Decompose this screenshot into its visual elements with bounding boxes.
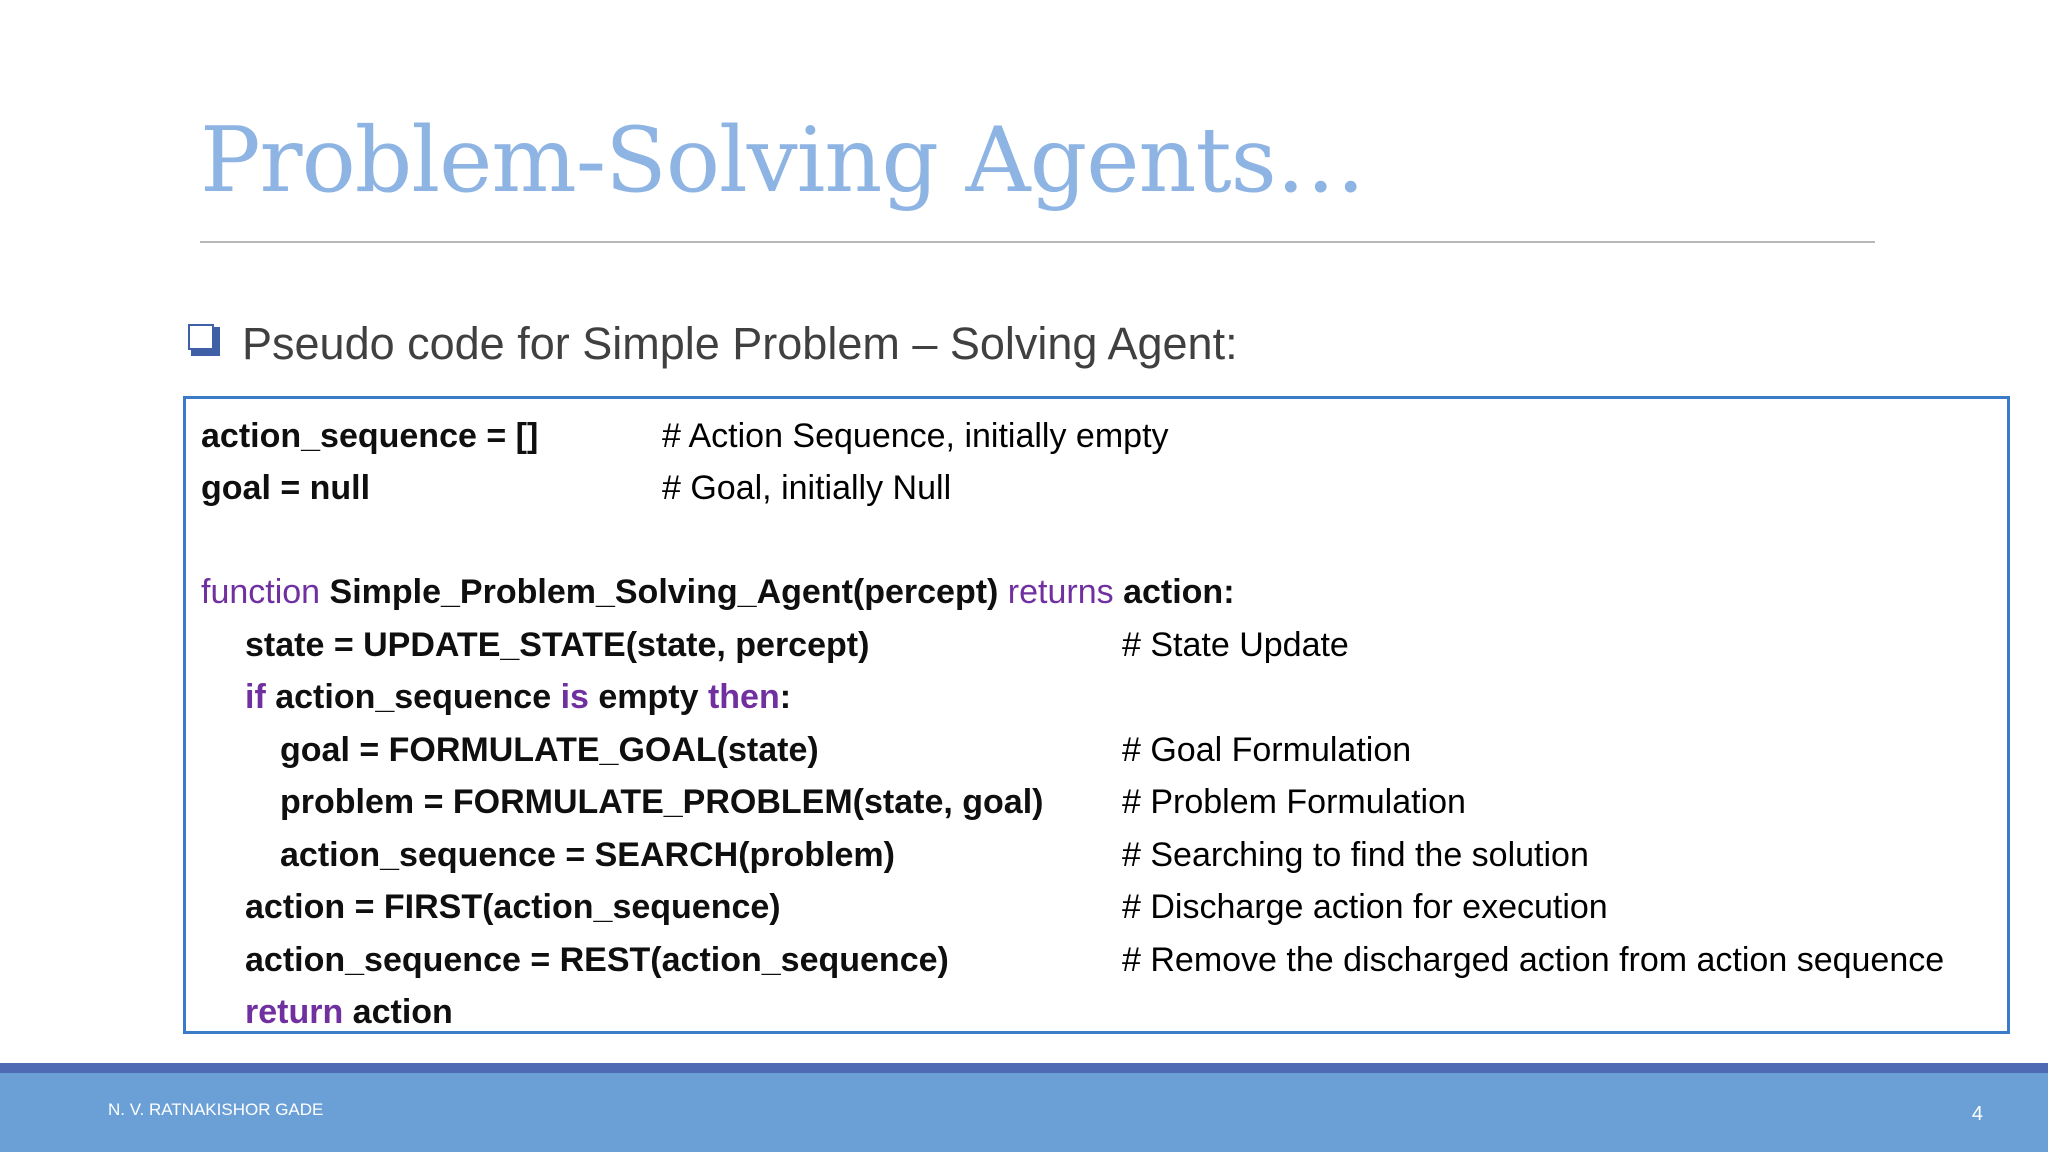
if-statement xyxy=(245,671,791,723)
function-return: action: xyxy=(1113,573,1235,611)
code-comment: # Action Sequence, initially empty xyxy=(662,417,1169,455)
keyword-function: function xyxy=(201,573,321,611)
slide-title: Problem-Solving Agents… xyxy=(200,108,1365,213)
code-comment: # Remove the discharged action from action sequence xyxy=(1122,941,1945,979)
code-text: action_sequence = SEARCH(problem) xyxy=(280,836,895,874)
keyword-returns: returns xyxy=(1007,573,1114,611)
keyword-is: is xyxy=(560,678,589,716)
keyword-if: if xyxy=(245,678,266,716)
function-name: Simple_Problem_Solving_Agent(percept) xyxy=(320,573,1008,611)
if-colon: : xyxy=(779,678,792,716)
code-comment: # State Update xyxy=(1122,626,1349,664)
keyword-return: return xyxy=(245,993,344,1031)
code-comment: # Goal, initially Null xyxy=(662,469,952,507)
code-comment: # Problem Formulation xyxy=(1122,783,1466,821)
footer-stripe xyxy=(0,1063,2048,1073)
code-comment: # Searching to find the solution xyxy=(1122,836,1589,874)
function-signature xyxy=(201,566,1235,618)
hollow-square-bullet-icon xyxy=(188,324,220,356)
if-condition: action_sequence xyxy=(265,678,561,716)
bullet-item xyxy=(188,314,1238,374)
return-statement xyxy=(245,986,453,1038)
return-value: action xyxy=(343,993,453,1031)
pseudocode-box xyxy=(183,396,2010,1034)
code-text: action_sequence = [] xyxy=(201,417,539,455)
keyword-then: then xyxy=(707,678,780,716)
code-text: problem = FORMULATE_PROBLEM(state, goal) xyxy=(280,783,1044,821)
code-text: goal = FORMULATE_GOAL(state) xyxy=(280,731,819,769)
code-text: state = UPDATE_STATE(state, percept) xyxy=(245,626,870,664)
page-number: 4 xyxy=(1971,1103,1983,1125)
footer-author: N. V. RATNAKISHOR GADE xyxy=(108,1100,324,1119)
code-comment: # Goal Formulation xyxy=(1122,731,1412,769)
code-text: action = FIRST(action_sequence) xyxy=(245,888,781,926)
code-comment: # Discharge action for execution xyxy=(1122,888,1608,926)
code-text: action_sequence = REST(action_sequence) xyxy=(245,941,949,979)
if-condition-value: empty xyxy=(588,678,708,716)
title-divider xyxy=(200,241,1875,243)
bullet-text: Pseudo code for Simple Problem – Solving Agent: xyxy=(242,318,1238,369)
code-text: goal = null xyxy=(201,469,371,507)
